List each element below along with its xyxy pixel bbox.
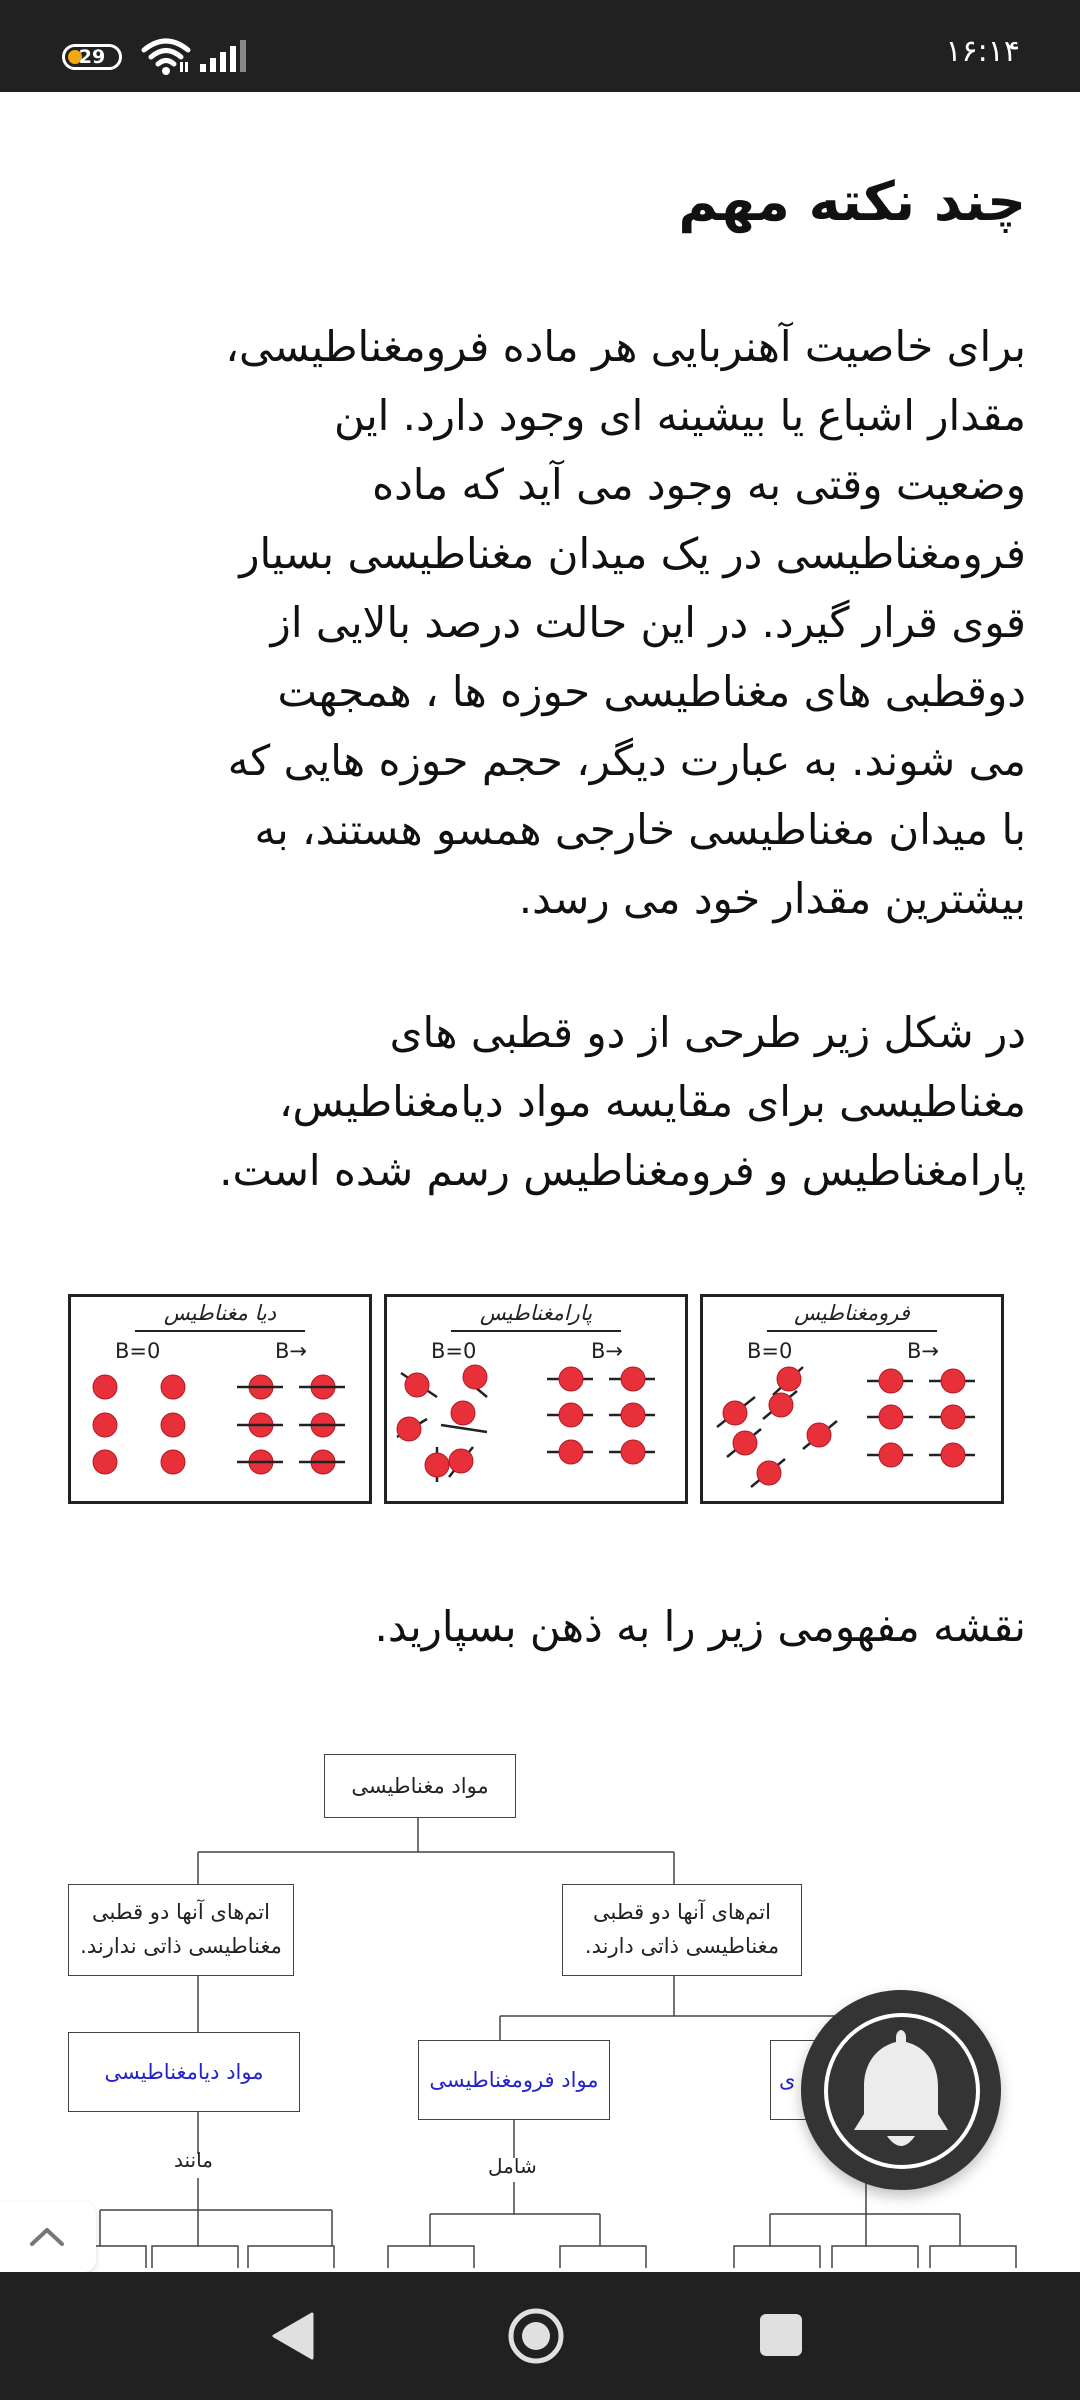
text-line: قوی قرار گیرد. در این حالت درصد بالایی از <box>270 598 1026 647</box>
paragraph-figure-intro <box>60 998 1026 1205</box>
status-bar <box>0 0 1080 92</box>
label-such-as: مانند <box>174 2148 213 2172</box>
dipole <box>723 1401 747 1425</box>
dipole <box>559 1440 583 1464</box>
panel-ferromagnetic <box>700 1294 1004 1504</box>
dipole <box>777 1367 801 1391</box>
dipole <box>621 1367 645 1391</box>
concept-ferromagnetic: مواد فرومغناطیسی <box>418 2040 610 2120</box>
dipole <box>397 1417 421 1441</box>
dipole <box>161 1450 185 1474</box>
dipole <box>451 1401 475 1425</box>
dipole <box>93 1375 117 1399</box>
clock: ۱۶:۱۴ <box>945 34 1020 69</box>
label-b-field: B→ <box>907 1339 940 1363</box>
dipole <box>879 1443 903 1467</box>
text-line: بیشترین مقدار خود می رسد. <box>518 874 1026 923</box>
dipole <box>757 1461 781 1485</box>
label-b-field: B→ <box>275 1339 308 1363</box>
wifi-icon <box>140 36 192 76</box>
text-line: با میدان مغناطیسی خارجی همسو هستند، به <box>254 805 1026 854</box>
dipole <box>463 1365 487 1389</box>
concept-line: اتم‌های آنها دو قطبی <box>92 1900 270 1924</box>
panel-paramagnetic <box>384 1294 688 1504</box>
text-line: وضعیت وقتی به وجود می آید که ماده <box>372 460 1026 509</box>
panel-diamagnetic <box>68 1294 372 1504</box>
battery-icon <box>62 44 122 70</box>
dipoles-diamagnetic <box>71 1297 369 1501</box>
signal-icon <box>198 38 252 74</box>
dipole <box>621 1440 645 1464</box>
dipole-comparison-figure <box>68 1294 1012 1508</box>
text-line: پارامغناطیس و فرومغناطیس رسم شده است. <box>219 1146 1026 1195</box>
recents-square-icon[interactable] <box>758 2312 804 2358</box>
home-circle-icon[interactable] <box>506 2306 566 2366</box>
dipoles-ferromagnetic <box>703 1297 1001 1501</box>
paragraph-saturation <box>60 312 1026 933</box>
label-b-zero: B=0 <box>431 1339 477 1363</box>
battery-level: 29 <box>78 46 106 68</box>
text-line: می شوند. به عبارت دیگر، حجم حوزه هایی که <box>227 736 1026 785</box>
notification-button[interactable] <box>801 1990 1001 2190</box>
concept-root: مواد مغناطیسی <box>324 1754 516 1818</box>
section-heading: چند نکته مهم <box>678 170 1026 233</box>
dipole <box>559 1403 583 1427</box>
chevron-up-icon <box>0 2202 96 2272</box>
dipole <box>941 1443 965 1467</box>
dipole <box>879 1405 903 1429</box>
text-line: در شکل زیر طرحی از دو قطبی های <box>389 1008 1026 1057</box>
dipole <box>93 1450 117 1474</box>
concept-line: مغناطیسی ذاتی دارند. <box>584 1934 780 1958</box>
concept-paramagnetic: ی <box>770 2040 950 2120</box>
label-b-zero: B=0 <box>747 1339 793 1363</box>
dipole <box>405 1373 429 1397</box>
dipole <box>941 1405 965 1429</box>
panel-title: پارامغناطیس <box>479 1301 593 1325</box>
scroll-to-top-button[interactable] <box>0 2202 96 2272</box>
text-line: فرومغناطیسی در یک میدان مغناطیسی بسیار <box>239 529 1026 578</box>
back-triangle-icon[interactable] <box>268 2310 316 2362</box>
text-line: دوقطبی های مغناطیسی حوزه ها ، همجهت <box>277 667 1026 716</box>
dipole <box>621 1403 645 1427</box>
label-b-zero: B=0 <box>115 1339 161 1363</box>
concept-diamagnetic: مواد دیامغناطیسی <box>68 2032 300 2112</box>
dipole <box>879 1369 903 1393</box>
concept-no-intrinsic-dipole <box>68 1884 294 1976</box>
dipole <box>941 1369 965 1393</box>
concept-intrinsic-dipole <box>562 1884 802 1976</box>
paragraph-concept-map-intro: نقشه مفهومی زیر را به ذهن بسپارید. <box>374 1602 1026 1651</box>
concept-line: اتم‌های آنها دو قطبی <box>593 1900 771 1924</box>
dipole <box>161 1413 185 1437</box>
dipole <box>425 1453 449 1477</box>
text-line: مقدار اشباع یا بیشینه ای وجود دارد. این <box>334 391 1026 440</box>
text-line: برای خاصیت آهنربایی هر ماده فرومغناطیسی، <box>225 322 1026 371</box>
label-b-field: B→ <box>591 1339 624 1363</box>
navigation-bar <box>0 2272 1080 2400</box>
dipole <box>769 1393 793 1417</box>
dipole <box>161 1375 185 1399</box>
text-line: مغناطیسی برای مقایسه مواد دیامغناطیس، <box>278 1077 1026 1126</box>
dipole <box>449 1449 473 1473</box>
concept-line: مغناطیسی ذاتی ندارند. <box>80 1934 282 1958</box>
dipole <box>733 1431 757 1455</box>
dipoles-paramagnetic <box>387 1297 685 1501</box>
bell-icon <box>801 1990 1001 2190</box>
panel-title: دیا مغناطیس <box>163 1301 277 1325</box>
dipole <box>93 1413 117 1437</box>
dipole <box>807 1423 831 1447</box>
panel-title: فرومغناطیس <box>794 1301 910 1325</box>
dipole <box>559 1367 583 1391</box>
label-includes: شامل <box>488 2154 537 2178</box>
